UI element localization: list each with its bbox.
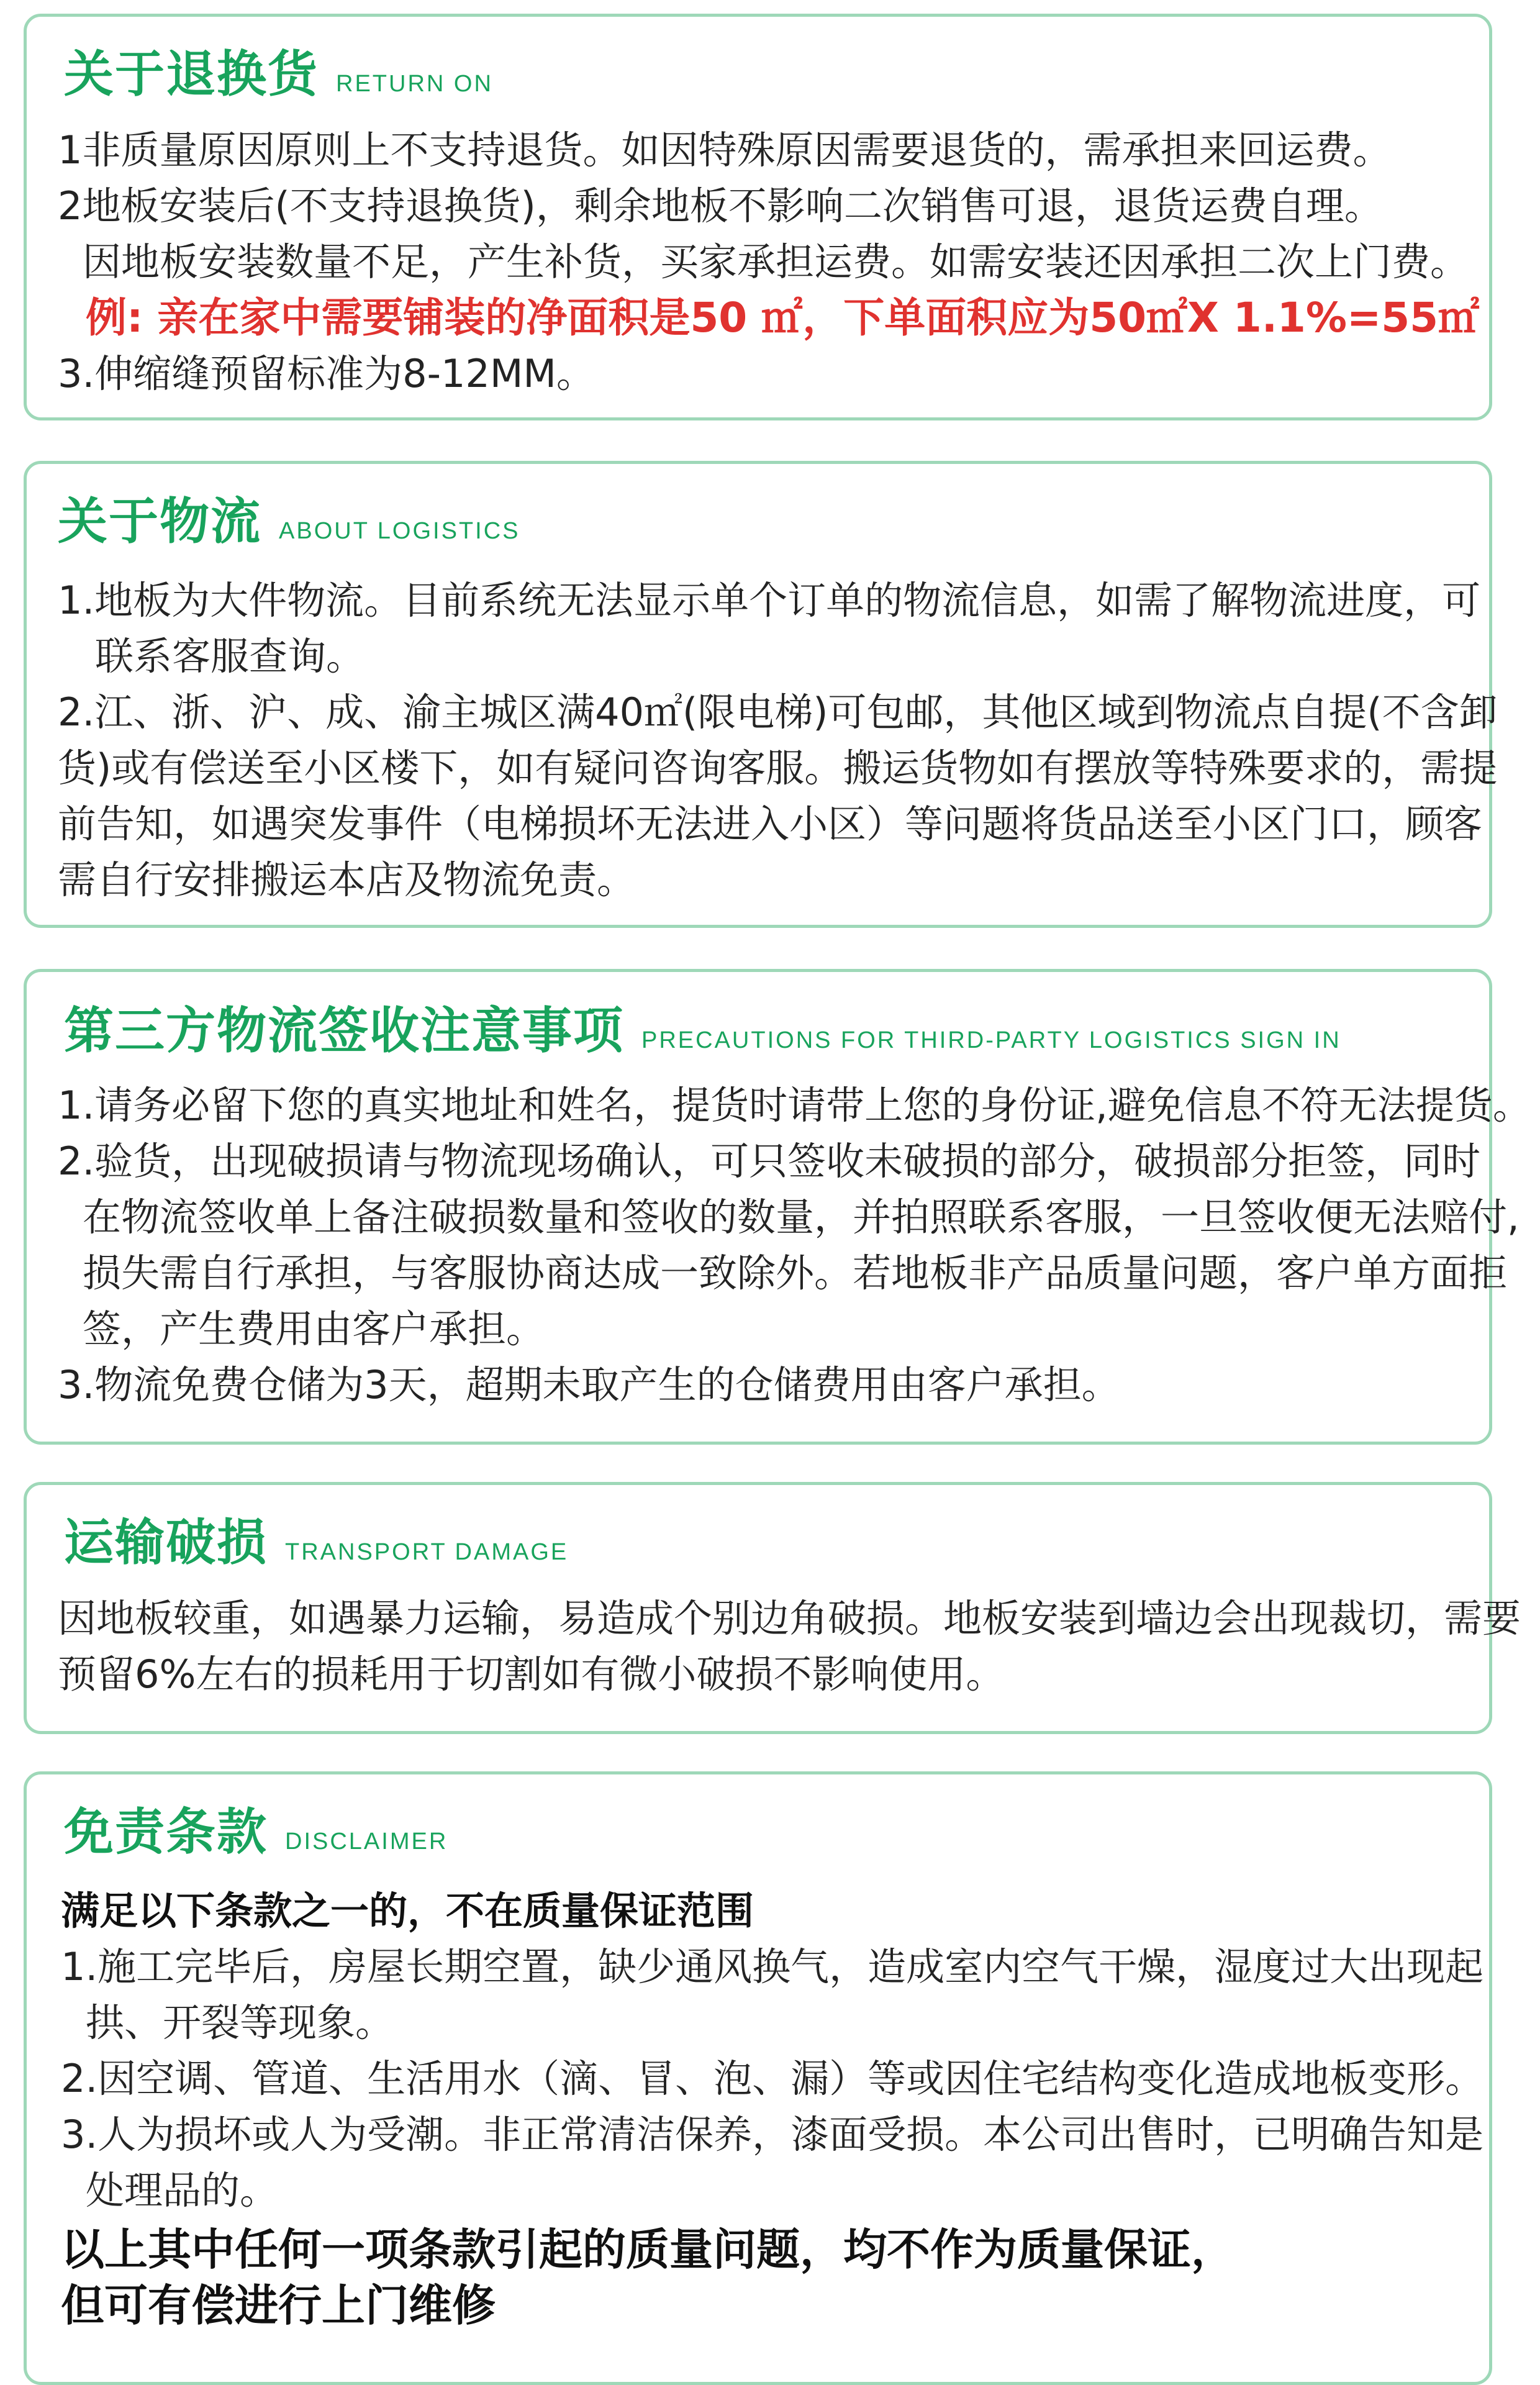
policy-line: 2.因空调、管道、生活用水（滴、冒、泡、漏）等或因住宅结构变化造成地板变形。	[61, 2056, 1484, 2101]
section-subtitle: DISCLAIMER	[285, 1828, 448, 1855]
disclaimer-section	[24, 1771, 1492, 2385]
policy-line: 3.物流免费仓储为3天，超期未取产生的仓储费用由客户承担。	[58, 1362, 1120, 1407]
policy-line: 因地板安装数量不足，产生补货，买家承担运费。如需安装还因承担二次上门费。	[83, 239, 1469, 284]
policy-line: 前告知，如遇突发事件（电梯损坏无法进入小区）等问题将货品送至小区门口，顾客	[58, 801, 1483, 847]
policy-line: 拱、开裂等现象。	[86, 2000, 394, 2045]
section-title: 运输破损	[64, 1514, 268, 1571]
transport-damage-section	[24, 1482, 1521, 1734]
disclaimer-conclusion: 但可有偿进行上门维修	[61, 2280, 496, 2331]
logistics-header	[58, 481, 520, 553]
third-party-logistics-section	[24, 969, 1531, 1445]
disclaimer-header	[64, 1792, 448, 1863]
policy-line: 联系客服查询。	[95, 634, 365, 679]
policy-line: 3.伸缩缝预留标准为8-12MM。	[58, 351, 595, 396]
logistics-section	[24, 461, 1498, 928]
return-policy-section	[24, 14, 1492, 420]
area-example-line: 例: 亲在家中需要铺装的净面积是50 ㎡，下单面积应为50㎡X 1.1%=55㎡	[86, 294, 1480, 342]
policy-line: 签，产生费用由客户承担。	[83, 1306, 545, 1352]
section-subtitle: ABOUT LOGISTICS	[279, 518, 520, 544]
policy-line: 货)或有偿送至小区楼下，如有疑问咨询客服。搬运货物如有摆放等特殊要求的，需提	[58, 745, 1498, 791]
section-title: 免责条款	[64, 1803, 268, 1861]
disclaimer-lead: 满足以下条款之一的，不在质量保证范围	[61, 1888, 754, 1933]
policy-line: 在物流签收单上备注破损数量和签收的数量，并拍照联系客服，一旦签收便无法赔付,	[83, 1194, 1520, 1240]
policy-line: 损失需自行承担，与客服协商达成一致除外。若地板非产品质量问题，客户单方面拒	[83, 1250, 1508, 1296]
policy-line: 预留6%左右的损耗用于切割如有微小破损不影响使用。	[58, 1651, 1005, 1697]
section-subtitle: PRECAUTIONS FOR THIRD-PARTY LOGISTICS SIGN IN	[641, 1027, 1341, 1053]
policy-line: 处理品的。	[86, 2168, 279, 2213]
policy-line: 因地板较重，如遇暴力运输，易造成个别边角破损。地板安装到墙边会出现裁切，需要	[58, 1596, 1521, 1641]
policy-line: 需自行安排搬运本店及物流免责。	[58, 857, 636, 902]
section-subtitle: TRANSPORT DAMAGE	[285, 1539, 569, 1565]
policy-line: 1.施工完毕后，房屋长期空置，缺少通风换气，造成室内空气干燥，湿度过大出现起	[61, 1944, 1484, 1989]
disclaimer-conclusion: 以上其中任何一项条款引起的质量问题，均不作为质量保证，	[61, 2224, 1234, 2275]
policy-line: 3.人为损坏或人为受潮。非正常清洁保养，漆面受损。本公司出售时，已明确告知是	[61, 2112, 1484, 2157]
section-title: 关于物流	[58, 493, 261, 550]
policy-line: 1非质量原因原则上不支持退货。如因特殊原因需要退货的，需承担来回运费。	[58, 127, 1392, 173]
section-title: 第三方物流签收注意事项	[64, 1002, 624, 1060]
policy-line: 1.地板为大件物流。目前系统无法显示单个订单的物流信息，如需了解物流进度，可	[58, 578, 1481, 623]
section-subtitle: RETURN ON	[336, 71, 493, 97]
return-policy-header	[64, 34, 493, 106]
section-title: 关于退换货	[64, 45, 319, 103]
policy-line: 2.江、浙、沪、成、渝主城区满40㎡(限电梯)可包邮，其他区域到物流点自提(不含卸	[58, 689, 1498, 735]
policy-line: 2地板安装后(不支持退换货)，剩余地板不影响二次销售可退，退货运费自理。	[58, 183, 1383, 229]
policy-line: 2.验货，出现破损请与物流现场确认，可只签收未破损的部分，破损部分拒签，同时	[58, 1138, 1481, 1184]
policy-line: 1.请务必留下您的真实地址和姓名，提货时请带上您的身份证,避免信息不符无法提货。	[58, 1083, 1531, 1128]
transport-damage-header	[64, 1502, 568, 1574]
third-party-header	[64, 991, 1341, 1062]
